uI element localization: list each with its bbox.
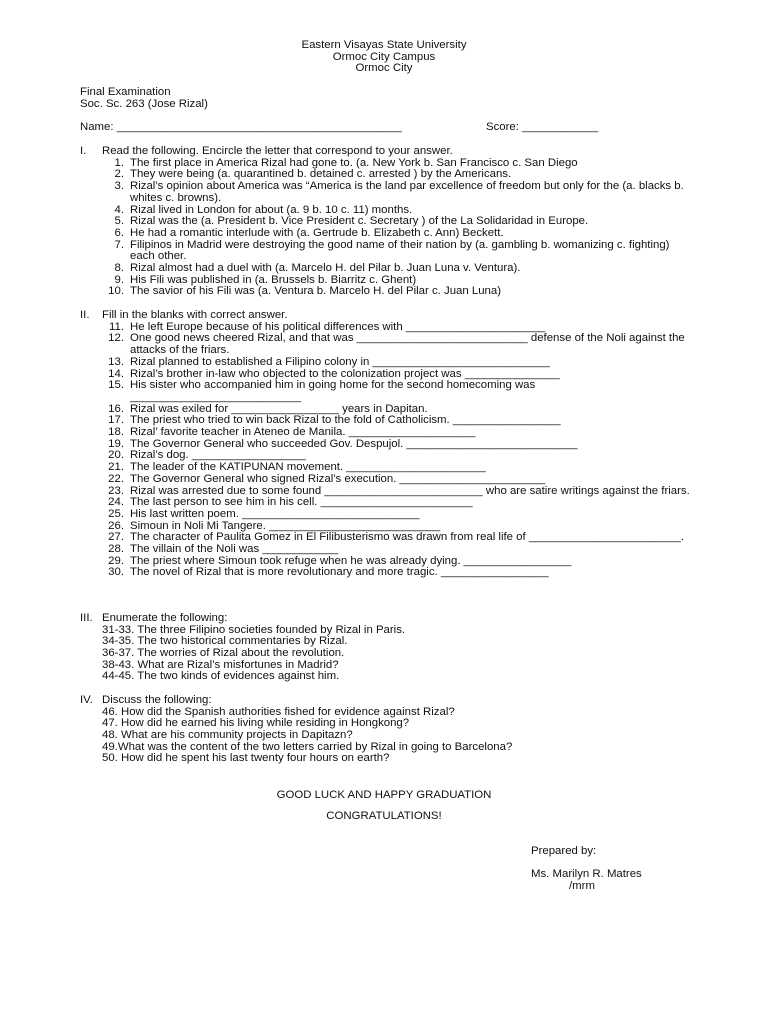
question-number: 8. xyxy=(114,262,124,275)
campus-name: Ormoc City Campus xyxy=(332,50,436,63)
question-number: 14. xyxy=(108,367,124,380)
question-number: 27. xyxy=(108,531,124,544)
part-3-enumeration xyxy=(80,613,710,683)
question-item: 48. What are his community projects in Dapitazn? xyxy=(102,729,353,742)
part-2-numeral: II. xyxy=(80,309,90,321)
question-text: Simoun in Noli Mi Tangere. ___________________________ xyxy=(130,519,441,532)
question-number: 19. xyxy=(108,437,124,450)
question-number: 11. xyxy=(109,320,124,333)
part-1-items xyxy=(80,158,710,298)
question-item xyxy=(80,333,690,356)
exam-title: Final Examination xyxy=(80,86,171,98)
question-text: The leader of the KATIPUNAN movement. ______________________ xyxy=(130,461,486,474)
question-item xyxy=(80,567,690,579)
question-item: 49.What was the content of the two letters carried by Rizal in going to Barcelona? xyxy=(102,740,513,753)
part-2-instruction: Fill in the blanks with correct answer. xyxy=(102,309,288,321)
question-text: Rizal almost had a duel with (a. Marcelo H. del Pilar b. Juan Luna v. Ventura). xyxy=(130,262,521,275)
question-text: He had a romantic interlude with (a. Gertrude b. Elizabeth c. Ann) Beckett. xyxy=(130,226,504,239)
question-text: Rizal’s opinion about America was “America is the land par excellence of freedom but only for the (a. blacks b. whites c. browns). xyxy=(130,180,684,204)
score-field: Score: ____________ xyxy=(486,121,599,133)
part-3-instruction: Enumerate the following: xyxy=(102,612,228,624)
question-text: The Governor General who succeeded Gov. Despujol. ___________________________ xyxy=(130,437,578,450)
question-number: 7. xyxy=(114,238,124,251)
question-number: 28. xyxy=(108,543,124,556)
question-text: Rizal’s brother in-law who objected to the colonization project was _______________ xyxy=(130,367,560,380)
question-number: 5. xyxy=(114,215,124,228)
question-text: The last person to see him in his cell. ________________________ xyxy=(130,496,473,509)
question-number: 24. xyxy=(108,496,124,509)
question-number: 4. xyxy=(114,203,124,216)
question-text: One good news cheered Rizal, and that was ___________________________ defense of the Noli against the attacks of the friars. xyxy=(130,332,685,357)
question-text: Filipinos in Madrid were destroying the good name of their nation by (a. gambling b. womanizing c. fighting) each other. xyxy=(130,238,670,263)
question-number: 30. xyxy=(108,566,124,579)
question-text: His Fili was published in (a. Brussels b. Biarritz c. Ghent) xyxy=(130,273,417,286)
city-name: Ormoc City xyxy=(355,62,413,75)
part-1-multiple-choice xyxy=(80,146,710,298)
congratulations-message: CONGRATULATIONS! xyxy=(326,810,442,822)
prepared-by-label: Prepared by: xyxy=(531,845,597,857)
question-text: Rizal’s dog. __________________ xyxy=(130,449,306,462)
question-item: 36-37. The worries of Rizal about the revolution. xyxy=(102,647,345,660)
question-item xyxy=(80,181,690,204)
question-number: 3. xyxy=(114,180,124,193)
question-number: 2. xyxy=(114,168,124,181)
question-text: The villain of the Noli was ____________ xyxy=(130,543,339,556)
question-number: 18. xyxy=(108,426,124,439)
question-item: 50. How did he spent his last twenty four hours on earth? xyxy=(102,752,390,765)
question-text: The novel of Rizal that is more revolutionary and more tragic. _________________ xyxy=(130,566,549,579)
question-item xyxy=(80,286,690,298)
question-number: 17. xyxy=(108,414,124,427)
question-item: 47. How did he earned his living while residing in Hongkong? xyxy=(102,717,410,730)
question-text: The priest where Simoun took refuge when he was already dying. _________________ xyxy=(130,554,572,567)
university-name: Eastern Visayas State University xyxy=(301,39,467,51)
question-text: The first place in America Rizal had gone to. (a. New York b. San Francisco c. San Diego xyxy=(130,156,578,169)
question-number: 13. xyxy=(108,355,124,368)
question-text: He left Europe because of his political differences with ______________________ xyxy=(130,320,546,333)
question-item: 46. How did the Spanish authorities fished for evidence against Rizal? xyxy=(102,705,455,718)
question-number: 16. xyxy=(108,402,124,415)
course-code: Soc. Sc. 263 (Jose Rizal) xyxy=(80,98,208,110)
question-number: 20. xyxy=(108,449,124,462)
part-2-items xyxy=(80,322,710,579)
question-item xyxy=(80,380,690,403)
question-number: 21. xyxy=(108,461,124,474)
question-number: 26. xyxy=(108,519,124,532)
question-text: The priest who tried to win back Rizal to the fold of Catholicism. _________________ xyxy=(130,414,561,427)
part-2-fill-in-blanks xyxy=(80,310,710,579)
question-number: 15. xyxy=(108,379,124,392)
part-1-numeral: I. xyxy=(80,145,87,157)
question-text: The savior of his Fili was (a. Ventura b. Marcelo H. del Pilar c. Juan Luna) xyxy=(130,285,501,298)
question-number: 22. xyxy=(108,472,124,485)
part-4-discussion xyxy=(80,695,710,765)
question-item: 34-35. The two historical commentaries by Rizal. xyxy=(102,635,348,648)
question-number: 1. xyxy=(114,156,124,169)
part-3-numeral: III. xyxy=(80,612,93,624)
part-3-heading xyxy=(80,613,710,625)
part-4-items xyxy=(80,707,710,765)
part-3-items xyxy=(80,625,710,683)
question-text: Rizal lived in London for about (a. 9 b. 10 c. 11) months. xyxy=(130,203,413,216)
good-luck-message: GOOD LUCK AND HAPPY GRADUATION xyxy=(276,789,492,801)
question-number: 29. xyxy=(108,554,124,567)
question-text: The Governor General who signed Rizal’s execution. _______________________ xyxy=(130,472,546,485)
preparer-initials: /mrm xyxy=(569,880,595,892)
part-4-heading xyxy=(80,695,710,707)
question-item: 44-45. The two kinds of evidences against him. xyxy=(102,670,340,683)
question-text: Rizal was arrested due to some found _________________________ who are satire writings against the friars. xyxy=(130,484,690,497)
question-item: 38-43. What are Rizal’s misfortunes in Madrid? xyxy=(102,658,339,671)
question-number: 25. xyxy=(108,507,124,520)
question-number: 23. xyxy=(108,484,124,497)
question-text: The character of Paulita Gomez in El Filibusterismo was drawn from real life of ________________________. xyxy=(130,531,685,544)
question-number: 9. xyxy=(114,273,124,286)
question-text: They were being (a. quarantined b. detained c. arrested ) by the Americans. xyxy=(130,168,512,181)
name-field: Name: _____________________________________________ xyxy=(80,121,402,133)
question-text: Rizal was exiled for _________________ years in Dapitan. xyxy=(130,402,428,415)
question-number: 10. xyxy=(108,285,124,298)
question-text: Rizal’ favorite teacher in Ateneo de Manila. ____________________ xyxy=(130,426,476,439)
question-item: 31-33. The three Filipino societies founded by Rizal in Paris. xyxy=(102,623,406,636)
question-text: His last written poem. ____________________________ xyxy=(130,507,420,520)
question-item xyxy=(80,240,690,263)
question-text: Rizal was the (a. President b. Vice President c. Secretary ) of the La Solidaridad in Europe. xyxy=(130,215,589,228)
question-text: His sister who accompanied him in going home for the second homecoming was ___________________________ xyxy=(130,379,536,403)
question-number: 12. xyxy=(108,332,124,345)
preparer-name: Ms. Marilyn R. Matres xyxy=(531,868,642,880)
part-4-instruction: Discuss the following: xyxy=(102,694,212,706)
part-4-numeral: IV. xyxy=(80,694,93,706)
question-text: Rizal planned to established a Filipino colony in ____________________________ xyxy=(130,355,550,368)
document-header xyxy=(0,40,768,75)
part-1-instruction: Read the following. Encircle the letter that correspond to your answer. xyxy=(102,145,453,157)
question-number: 6. xyxy=(114,226,124,239)
